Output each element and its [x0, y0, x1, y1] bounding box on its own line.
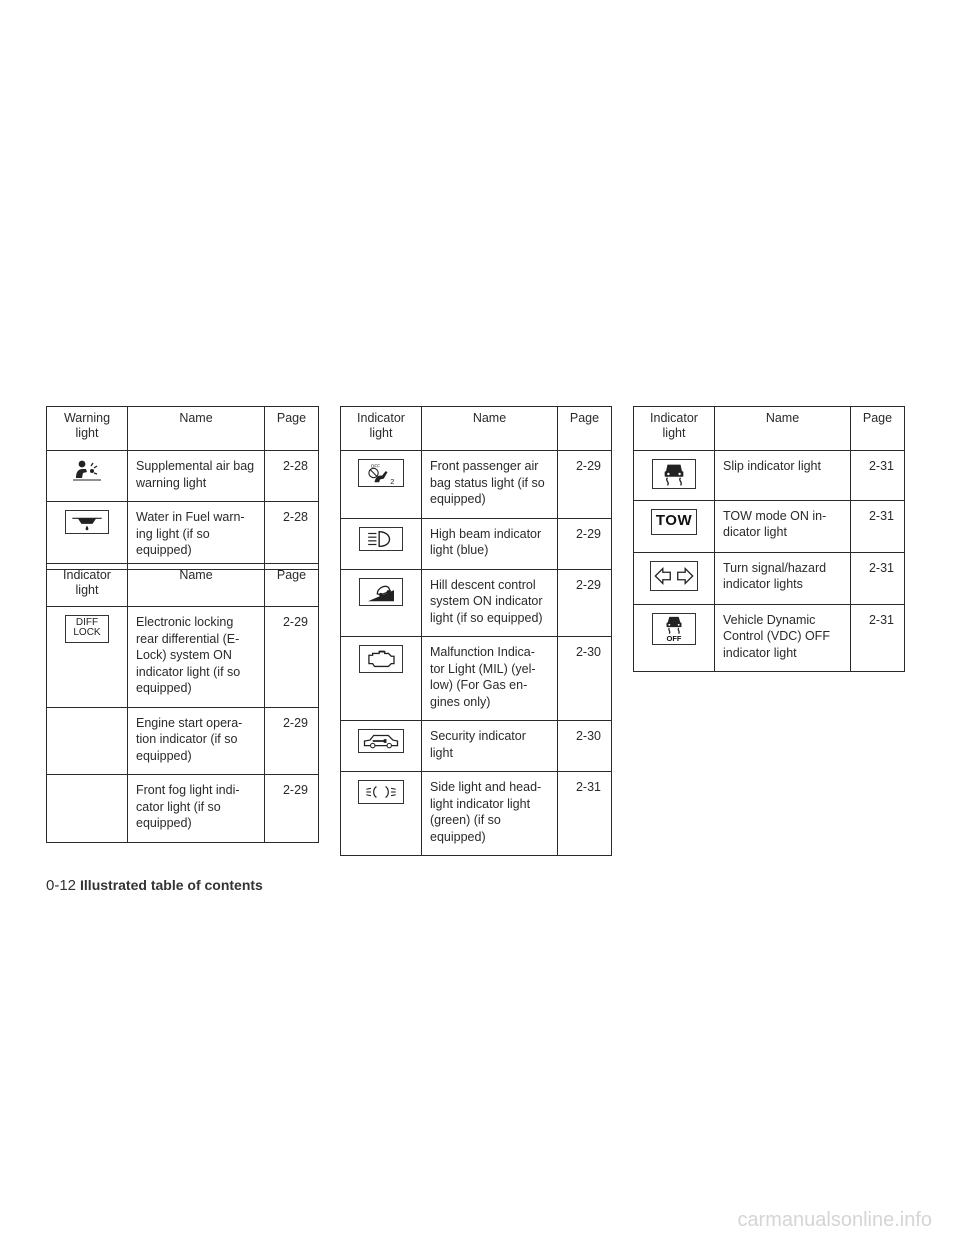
col-header-warning-light: Warning light — [47, 407, 128, 451]
table-row-page: 2-31 — [851, 451, 905, 501]
table-row-page: 2-29 — [558, 569, 612, 637]
table-row-name: Security indicator light — [422, 721, 558, 772]
table-row-name: Electronic locking rear differential (E- Lock) system ON indicator light (if so equipped) — [128, 607, 265, 708]
table-row-page: 2-28 — [265, 502, 319, 570]
indicator-light-table-2 — [340, 406, 612, 856]
turn-signal-icon — [650, 561, 698, 591]
table-row-page: 2-29 — [265, 707, 319, 775]
table-row-page: 2-29 — [265, 607, 319, 708]
high-beam-icon — [359, 527, 403, 551]
table-row-page: 2-31 — [851, 500, 905, 552]
table-row-name: Malfunction Indica- tor Light (MIL) (yel- low) (For Gas en- gines only) — [422, 637, 558, 721]
water-in-fuel-icon — [65, 510, 109, 534]
table-row-icon-cell — [47, 775, 128, 843]
col-header-page: Page — [851, 407, 905, 451]
slip-indicator-icon — [652, 459, 696, 489]
table-row-icon-cell — [341, 518, 422, 569]
col-header-name: Name — [422, 407, 558, 451]
col-header-name: Name — [128, 407, 265, 451]
table-row-name: Water in Fuel warn- ing light (if so equipped) — [128, 502, 265, 570]
table-row-page: 2-31 — [851, 604, 905, 672]
svg-text:2: 2 — [390, 477, 395, 486]
svg-text:OFF: OFF — [370, 463, 381, 469]
vdc-off-icon — [652, 613, 696, 645]
table-row-name: Front passenger air bag status light (if so equipped) — [422, 451, 558, 519]
table-row-name: Slip indicator light — [715, 451, 851, 501]
table-row-name: High beam indicator light (blue) — [422, 518, 558, 569]
table-row-page: 2-28 — [265, 451, 319, 502]
table-row-icon-cell — [634, 604, 715, 672]
col-header-name: Name — [128, 564, 265, 607]
table-row-icon-cell — [634, 500, 715, 552]
table-row-name: Side light and head- light indicator light (green) (if so equipped) — [422, 772, 558, 856]
table-row-name: Engine start opera- tion indicator (if so equipped) — [128, 707, 265, 775]
page-number: 0-12 — [46, 877, 77, 894]
table-row-icon-cell — [341, 637, 422, 721]
table-row-icon-cell — [634, 552, 715, 604]
airbag-warning-icon — [65, 459, 109, 483]
diff-lock-icon — [65, 615, 109, 643]
table-row-page: 2-29 — [265, 775, 319, 843]
table-row-icon-cell — [47, 607, 128, 708]
col-header-indicator-light: Indicator light — [47, 564, 128, 607]
page-footer — [46, 877, 263, 894]
table-row-page: 2-31 — [558, 772, 612, 856]
tow-mode-icon-label: TOW — [655, 511, 693, 529]
warning-light-table — [46, 406, 319, 570]
table-row-icon-cell — [341, 721, 422, 772]
col-header-indicator-light: Indicator light — [634, 407, 715, 451]
table-row-name: TOW mode ON in- dicator light — [715, 500, 851, 552]
side-headlight-icon — [358, 780, 404, 804]
col-header-page: Page — [265, 407, 319, 451]
table-row-name: Vehicle Dynamic Control (VDC) OFF indicator light — [715, 604, 851, 672]
indicator-light-table-1 — [46, 563, 319, 843]
passenger-airbag-off-icon — [358, 459, 404, 487]
engine-mil-icon — [359, 645, 403, 673]
table-row-name: Front fog light indi- cator light (if so equipped) — [128, 775, 265, 843]
table-row-name: Hill descent control system ON indicator light (if so equipped) — [422, 569, 558, 637]
vdc-off-icon-label: OFF — [666, 633, 682, 643]
diff-lock-icon-label: DIFF LOCK — [73, 617, 101, 638]
hill-descent-icon — [359, 578, 403, 606]
table-row-icon-cell — [634, 451, 715, 501]
col-header-indicator-light: Indicator light — [341, 407, 422, 451]
tow-mode-icon — [651, 509, 697, 535]
security-car-key-icon — [358, 729, 404, 753]
table-row-page: 2-30 — [558, 721, 612, 772]
table-row-page: 2-29 — [558, 451, 612, 519]
table-row-page: 2-30 — [558, 637, 612, 721]
indicator-light-table-3 — [633, 406, 905, 672]
watermark: carmanualsonline.info — [737, 1209, 932, 1231]
table-row-icon-cell — [47, 502, 128, 570]
section-title: Illustrated table of contents — [80, 877, 263, 893]
table-row-icon-cell — [341, 451, 422, 519]
table-row-icon-cell — [47, 707, 128, 775]
table-row-icon-cell — [341, 772, 422, 856]
table-row-icon-cell — [341, 569, 422, 637]
col-header-name: Name — [715, 407, 851, 451]
col-header-page: Page — [265, 564, 319, 607]
table-row-name: Turn signal/hazard indicator lights — [715, 552, 851, 604]
table-row-page: 2-29 — [558, 518, 612, 569]
col-header-page: Page — [558, 407, 612, 451]
table-row-icon-cell — [47, 451, 128, 502]
table-row-name: Supplemental air bag warning light — [128, 451, 265, 502]
table-row-page: 2-31 — [851, 552, 905, 604]
